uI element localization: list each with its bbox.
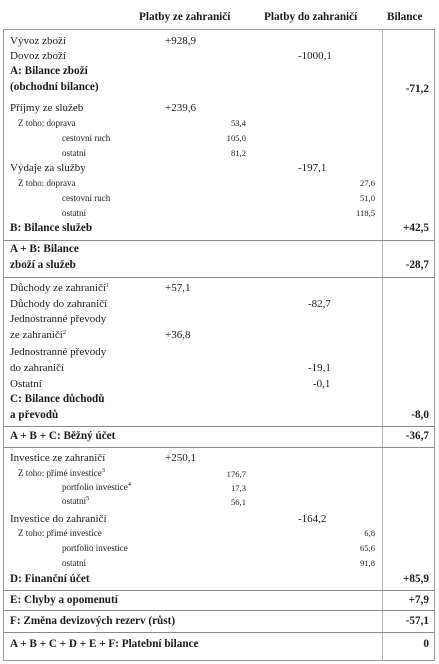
- investment-abroad-sub-label: ostatní: [62, 558, 86, 568]
- income-transfers-balance-value: -8,0: [411, 409, 429, 421]
- services-income-sub-label: ostatní: [62, 148, 86, 158]
- import-goods-value: -1000,1: [298, 50, 332, 62]
- services-expense-sub-value: 51,0: [359, 193, 375, 203]
- investment-abroad-sub-value: 91,8: [359, 558, 375, 568]
- investment-abroad-sub-value: 65,6: [359, 543, 375, 553]
- services-income-sub-label: Z toho: doprava: [18, 118, 76, 128]
- services-income-sub-label: cestovní ruch: [62, 133, 111, 143]
- transfers-from-abroad-value: +36,8: [165, 329, 191, 341]
- divider-after-section-f: [3, 632, 435, 633]
- trade-balance-value: -71,2: [405, 83, 429, 95]
- investment-from-abroad-label: Investice ze zahraničí: [10, 452, 106, 464]
- services-income-sub-value: 53,4: [230, 118, 246, 128]
- investment-abroad-sub-value: 6,8: [364, 528, 375, 538]
- footnote-marker: 5: [86, 495, 90, 502]
- investment-abroad-sub-label: Z toho: přímé investice: [18, 528, 102, 538]
- header-payments-from-abroad: Platby ze zahraničí: [139, 11, 231, 23]
- transfers-abroad-label-line2: do zahraničí: [10, 362, 65, 374]
- investment-from-abroad-sub-value: 176,7: [226, 469, 246, 479]
- investment-abroad-sub-label: portfolio investice: [62, 543, 128, 553]
- income-from-abroad-value: +57,1: [165, 282, 191, 294]
- income-abroad-value: -82,7: [308, 298, 331, 310]
- divider-after-sum-ab: [3, 277, 435, 278]
- trade-balance-label-line1: A: Bilance zboží: [10, 65, 88, 77]
- footnote-marker: 4: [127, 481, 131, 488]
- services-expense-sub-label: ostatní: [62, 208, 86, 218]
- services-expense-sub-label: Z toho: doprava: [18, 178, 76, 188]
- services-balance-value: +42,5: [403, 222, 429, 234]
- current-account-label: A + B + C: Běžný účet: [10, 430, 116, 442]
- financial-account-label: D: Finanční účet: [10, 573, 90, 585]
- investment-from-abroad-sub-value: 56,1: [230, 497, 246, 507]
- goods-services-balance-label-line1: A + B: Bilance: [10, 243, 79, 255]
- header-payments-abroad: Platby do zahraničí: [264, 11, 358, 23]
- other-label: Ostatní: [10, 378, 42, 390]
- reserve-change-value: -57,1: [405, 615, 429, 627]
- divider-after-section-e: [3, 610, 435, 611]
- goods-services-balance-value: -28,7: [405, 259, 429, 271]
- services-expense-sub-value: 27,6: [359, 178, 375, 188]
- goods-services-balance-label-line2: zboží a služeb: [10, 259, 76, 271]
- transfers-from-abroad-label-line1: Jednostranné převody: [10, 313, 107, 325]
- investment-from-abroad-sub-label: portfolio investice$^4$: [62, 481, 131, 492]
- investment-from-abroad-sub-value: 17,3: [230, 483, 246, 493]
- other-value: -0,1: [313, 378, 331, 390]
- investment-from-abroad-sub-label: Z toho: přímé investice$^3$: [18, 467, 105, 478]
- current-account-value: -36,7: [405, 430, 429, 442]
- investment-from-abroad-sub-label: ostatní$^5$: [62, 495, 90, 506]
- errors-omissions-value: +7,9: [408, 594, 429, 606]
- trade-balance-label-line2: (obchodní bilance): [10, 81, 99, 93]
- investment-from-abroad-value: +250,1: [165, 452, 196, 464]
- balance-of-payments-value: 0: [423, 638, 429, 650]
- balance-of-payments-label: A + B + C + D + E + F: Platební bilance: [10, 638, 199, 650]
- divider-after-section-d: [3, 590, 435, 591]
- footnote-marker: 3: [101, 467, 105, 474]
- services-expense-value: -197,1: [298, 162, 327, 174]
- services-expense-sub-label: cestovní ruch: [62, 193, 111, 203]
- services-expense-label: Výdaje za služby: [10, 162, 86, 174]
- export-goods-label: Vývoz zboží: [10, 35, 66, 47]
- reserve-change-label: F: Změna devizových rezerv (růst): [10, 615, 176, 627]
- services-expense-sub-value: 118,5: [355, 208, 375, 218]
- services-income-value: +239,6: [165, 102, 196, 114]
- divider-after-section-b: [3, 240, 435, 241]
- divider-after-sum-abc: [3, 447, 435, 448]
- financial-account-value: +85,9: [403, 573, 429, 585]
- footnote-marker: 1: [105, 282, 110, 289]
- income-transfers-balance-label-line1: C: Bilance důchodů: [10, 393, 105, 405]
- services-income-sub-value: 81,2: [230, 148, 246, 158]
- transfers-from-abroad-label-line2: ze zahraničí$^2$: [10, 329, 67, 341]
- divider-after-section-c: [3, 426, 435, 427]
- transfers-abroad-value: -19,1: [308, 362, 331, 374]
- services-balance-label: B: Bilance služeb: [10, 222, 93, 234]
- services-income-sub-value: 105,0: [226, 133, 246, 143]
- income-abroad-label: Důchody do zahraničí: [10, 298, 108, 310]
- income-transfers-balance-label-line2: a převodů: [10, 409, 59, 421]
- income-from-abroad-label: Důchody ze zahraničí$^1$: [10, 282, 110, 294]
- header-balance: Bilance: [387, 11, 423, 23]
- services-income-label: Příjmy ze služeb: [10, 102, 84, 114]
- errors-omissions-label: E: Chyby a opomenutí: [10, 594, 118, 606]
- export-goods-value: +928,9: [165, 35, 196, 47]
- transfers-abroad-label-line1: Jednostranné převody: [10, 346, 107, 358]
- footnote-marker: 2: [62, 329, 67, 336]
- import-goods-label: Dovoz zboží: [10, 50, 66, 62]
- investment-abroad-value: -164,2: [298, 513, 327, 525]
- balance-column-divider: [382, 29, 383, 661]
- investment-abroad-label: Investice do zahraničí: [10, 513, 107, 525]
